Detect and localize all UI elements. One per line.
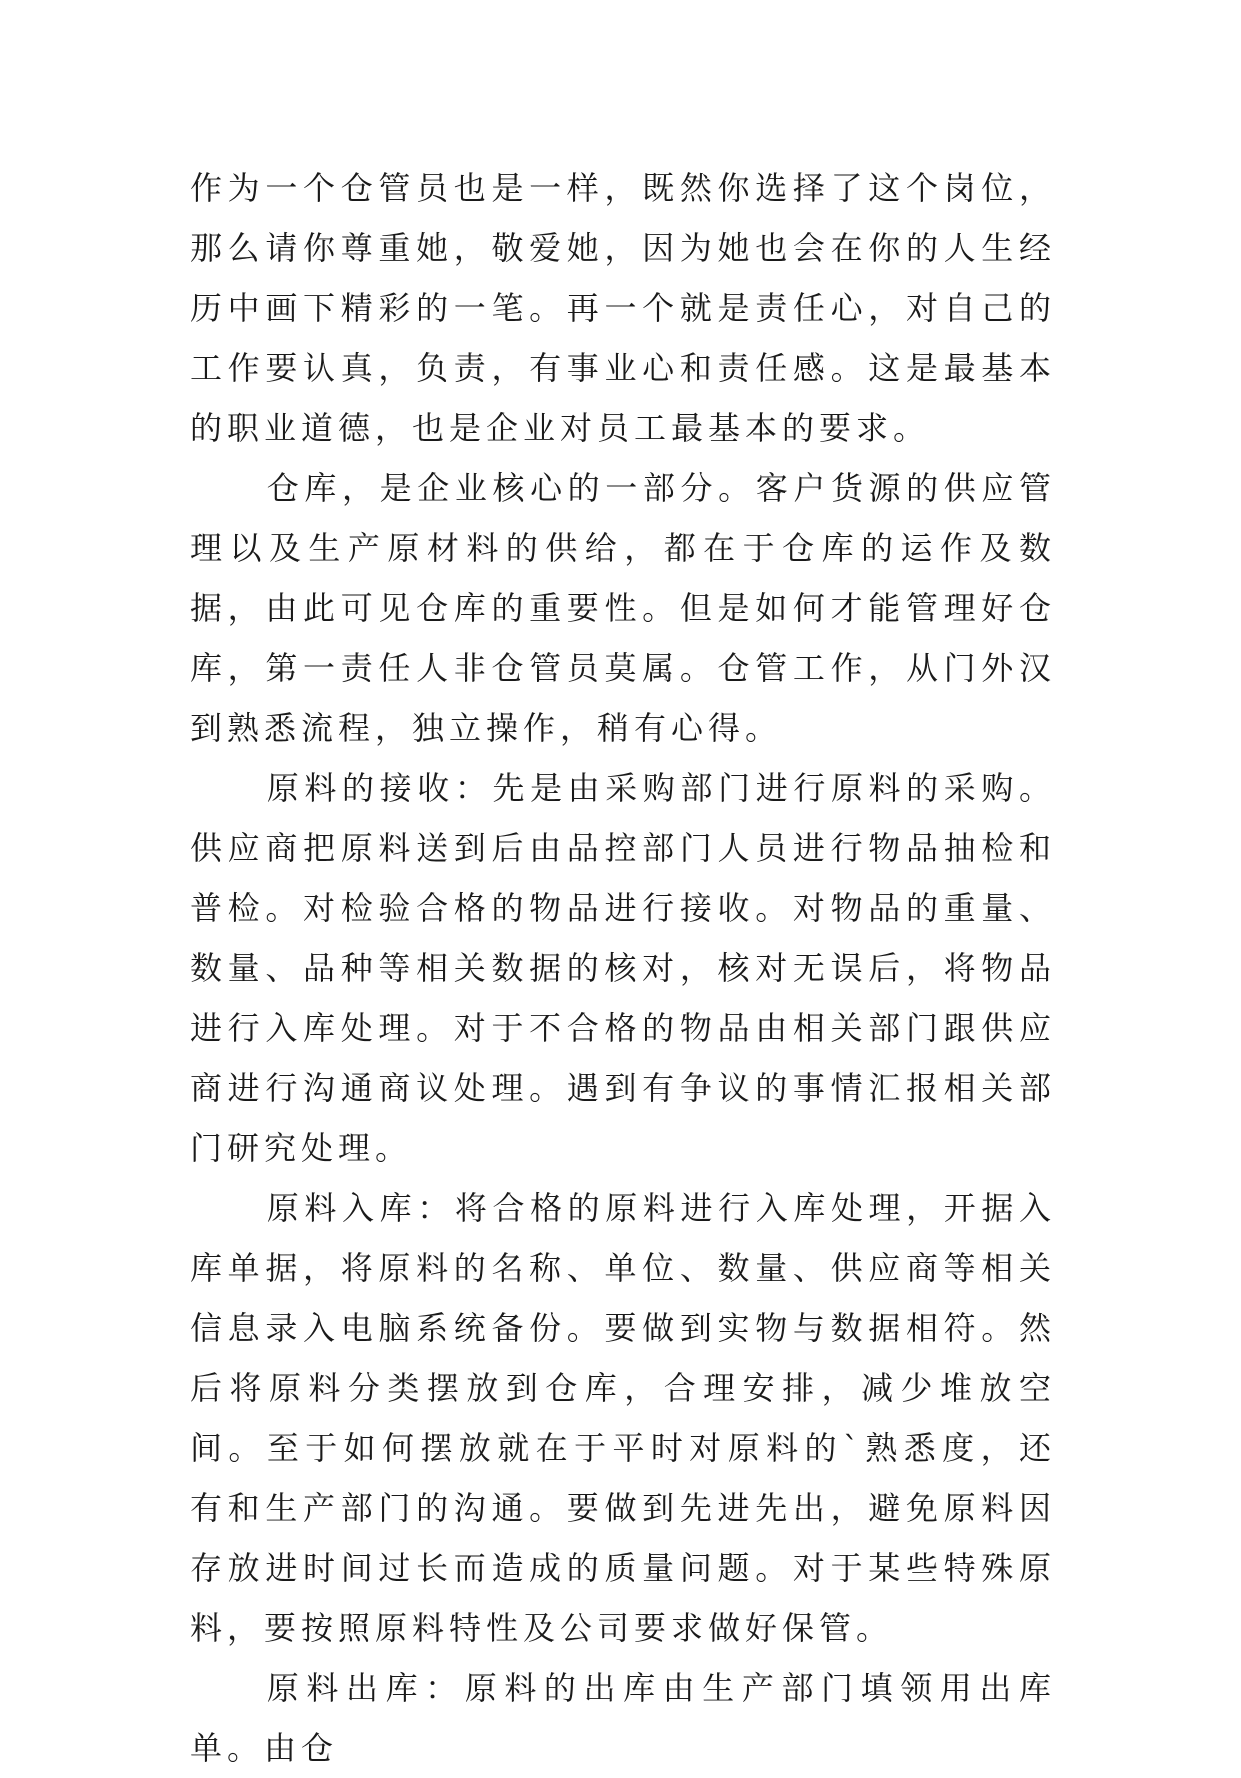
paragraph-continuation: 作为一个仓管员也是一样，既然你选择了这个岗位，那么请你尊重她，敬爱她，因为她也会在你的人生经历中画下精彩的一笔。再一个就是责任心，对自己的工作要认真，负责，有事业心和责任感。这是最基本的职业道德，也是企业对员工最基本的要求。 — [190, 169, 1056, 447]
paragraph-material-inbound: 原料入库：将合格的原料进行入库处理，开据入库单据，将原料的名称、单位、数量、供应商等相关信息录入电脑系统备份。要做到实物与数据相符。然后将原料分类摆放到仓库，合理安排，减少堆放空间。至于如何摆放就在于平时对原料的`熟悉度，还有和生产部门的沟通。要做到先进先出，避免原料因存放进时间过长而造成的质量问题。对于某些特殊原料，要按照原料特性及公司要求做好保管。 — [190, 1189, 1056, 1647]
paragraph-material-receiving: 原料的接收：先是由采购部门进行原料的采购。供应商把原料送到后由品控部门人员进行物品抽检和普检。对检验合格的物品进行接收。对物品的重量、数量、品种等相关数据的核对，核对无误后，将物品进行入库处理。对于不合格的物品由相关部门跟供应商进行沟通商议处理。遇到有争议的事情汇报相关部门研究处理。 — [190, 769, 1056, 1167]
paragraph-warehouse-importance: 仓库，是企业核心的一部分。客户货源的供应管理以及生产原材料的供给，都在于仓库的运作及数据，由此可见仓库的重要性。但是如何才能管理好仓库，第一责任人非仓管员莫属。仓管工作，从门外汉到熟悉流程，独立操作，稍有心得。 — [190, 469, 1056, 747]
paragraph-material-outbound: 原料出库：原料的出库由生产部门填领用出库单。由仓 — [190, 1669, 1056, 1767]
document-body — [190, 158, 1056, 1778]
